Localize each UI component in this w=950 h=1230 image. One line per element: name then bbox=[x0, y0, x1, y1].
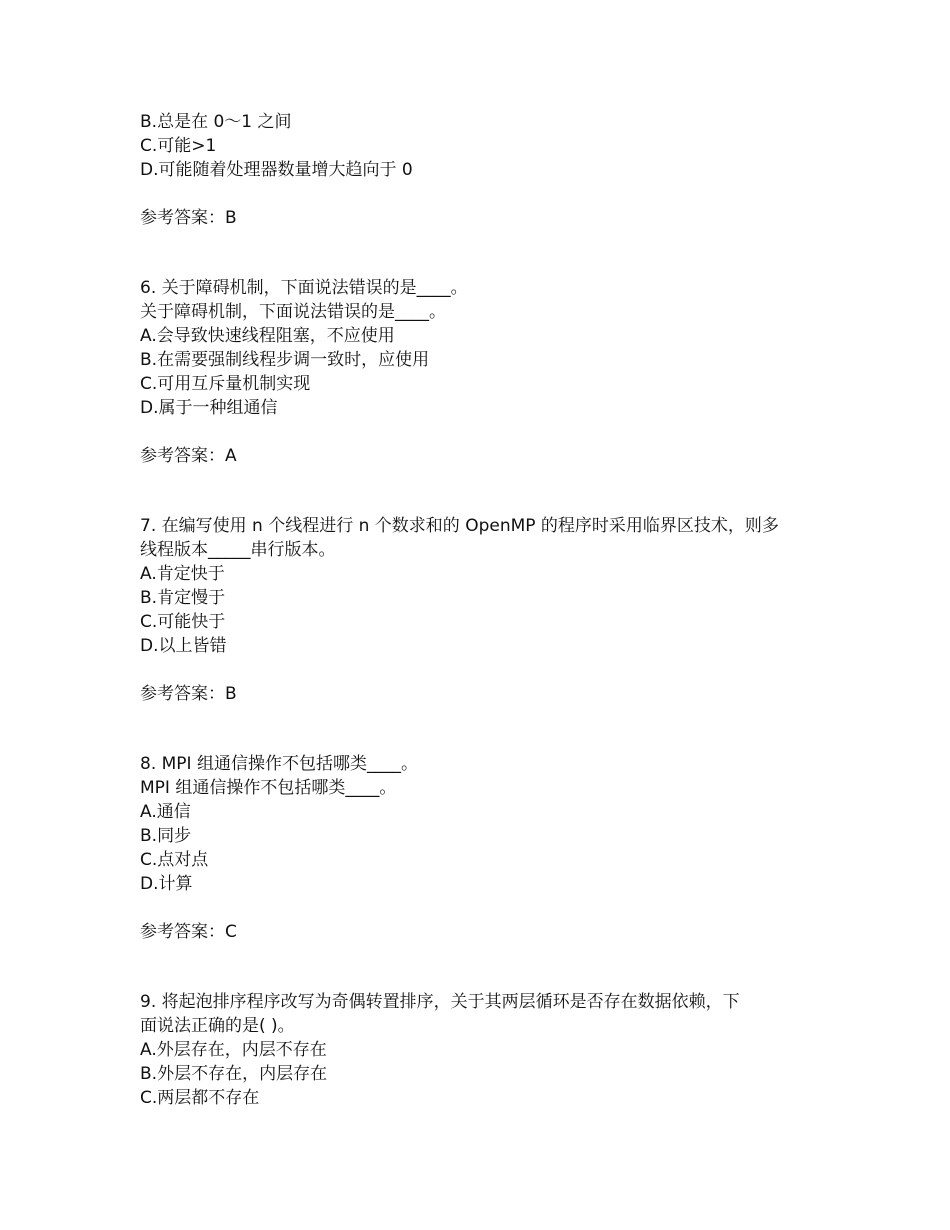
question-title-line1: 7. 在编写使用 n 个线程进行 n 个数求和的 OpenMP 的程序时采用临界区技术，则多 bbox=[140, 516, 779, 536]
question-title: 8. MPI 组通信操作不包括哪类____。 bbox=[140, 754, 418, 774]
question-title-line2: 线程版本_____串行版本。 bbox=[140, 540, 336, 560]
option-d: D.以上皆错 bbox=[140, 636, 227, 656]
option-c: C.可能快于 bbox=[140, 612, 226, 632]
question-title-line2: 面说法正确的是( )。 bbox=[140, 1016, 295, 1036]
option-d: D.计算 bbox=[140, 874, 193, 894]
question-7 bbox=[140, 514, 830, 706]
option-b: B.在需要强制线程步调一致时，应使用 bbox=[140, 350, 430, 370]
option-a: A.肯定快于 bbox=[140, 564, 225, 584]
question-5-continued bbox=[140, 110, 830, 230]
option-a: A.会导致快速线程阻塞，不应使用 bbox=[140, 326, 395, 346]
answer-text: 参考答案：A bbox=[140, 446, 237, 466]
option-b: B.外层不存在，内层存在 bbox=[140, 1064, 328, 1084]
question-6 bbox=[140, 276, 830, 468]
option-c: C.两层都不存在 bbox=[140, 1088, 260, 1108]
question-restated: 关于障碍机制，下面说法错误的是____。 bbox=[140, 302, 446, 322]
question-title: 6. 关于障碍机制，下面说法错误的是____。 bbox=[140, 278, 468, 298]
answer-text: 参考答案：B bbox=[140, 684, 237, 704]
option-c: C.可能>1 bbox=[140, 136, 217, 156]
option-c: C.可用互斥量机制实现 bbox=[140, 374, 311, 394]
answer-text: 参考答案：B bbox=[140, 208, 237, 228]
question-title-line1: 9. 将起泡排序程序改写为奇偶转置排序，关于其两层循环是否存在数据依赖，下 bbox=[140, 992, 740, 1012]
question-8 bbox=[140, 752, 830, 944]
question-list bbox=[140, 110, 830, 1110]
option-b: B.肯定慢于 bbox=[140, 588, 226, 608]
option-a: A.外层存在，内层不存在 bbox=[140, 1040, 327, 1060]
option-b: B.同步 bbox=[140, 826, 192, 846]
option-d: D.可能随着处理器数量增大趋向于 0 bbox=[140, 160, 413, 180]
option-a: A.通信 bbox=[140, 802, 191, 822]
option-b: B.总是在 0～1 之间 bbox=[140, 112, 292, 132]
question-9 bbox=[140, 990, 830, 1110]
option-c: C.点对点 bbox=[140, 850, 209, 870]
question-restated: MPI 组通信操作不包括哪类____。 bbox=[140, 778, 397, 798]
answer-text: 参考答案：C bbox=[140, 922, 237, 942]
option-d: D.属于一种组通信 bbox=[140, 398, 278, 418]
